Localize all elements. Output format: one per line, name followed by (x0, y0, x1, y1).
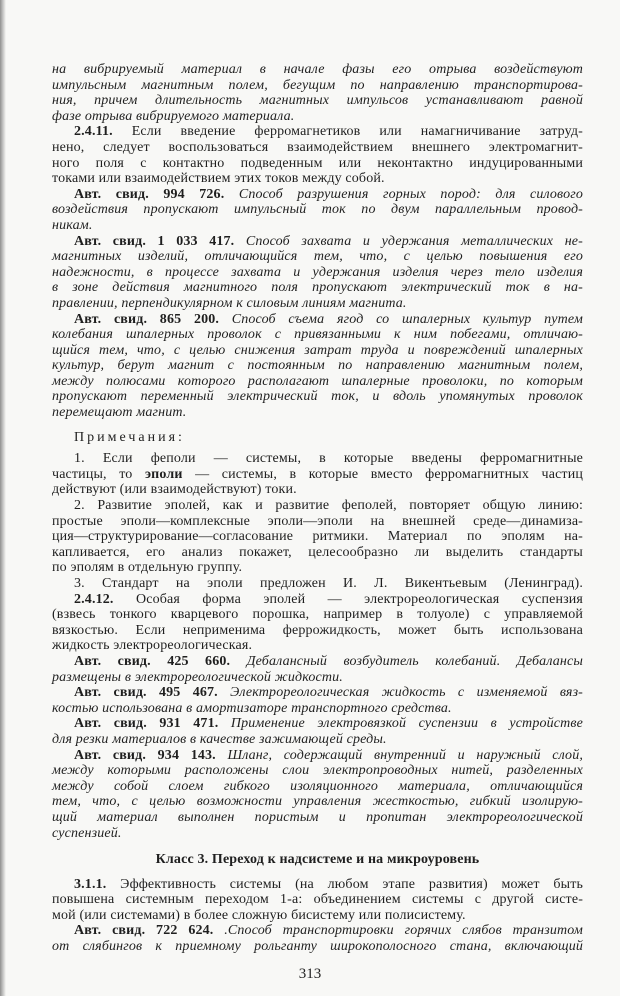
entry-number: 2.4.11. (74, 124, 113, 140)
text-line (52, 343, 583, 359)
text-line (52, 685, 583, 701)
text-line (52, 877, 583, 893)
text-line (52, 234, 583, 250)
paragraph (52, 62, 583, 124)
line-text: культур, берут магнит с постоянным по направлению магнитным полем, (52, 358, 583, 374)
line-text: магнитных изделий, отличающийся тем, что, с целью повышения его (52, 249, 583, 265)
text-line (52, 62, 583, 78)
line-text: ного поля с контактно подведенным или неконтактно индуцированными (52, 155, 583, 171)
text-line (52, 748, 583, 764)
line-text: мой (или системами) в более сложную бисистему или полисистему. (52, 907, 466, 923)
text-line (52, 482, 583, 498)
page-body (52, 62, 583, 955)
text-line (52, 249, 583, 265)
text-line (52, 701, 583, 717)
line-text: импульсным магнитным полем, бегущим по направлению транспортирова- (52, 77, 583, 93)
line-text: щий материал выполнен пористым и пропитан электрореологической (52, 809, 583, 825)
text-line (52, 296, 583, 312)
text-line (52, 763, 583, 779)
text-line (52, 514, 583, 530)
line-text: ция—структурирование—согласование ритмики. Материал по эполям на- (52, 529, 583, 545)
line-text: щийся тем, что, с целью снижения затрат труда и повреждений шпалерных (52, 342, 583, 358)
text-line (52, 779, 583, 795)
entry-paragraph (52, 685, 583, 716)
line-text: Дебалансный возбудитель колебаний. Дебалансы (246, 653, 583, 669)
text-line (52, 908, 583, 924)
line-text: Эффективность системы (на любом этапе развития) может быть (120, 876, 583, 892)
entry-number: Авт. свид. 425 660. (74, 653, 231, 669)
text-line (52, 374, 583, 390)
line-text: надежности, в процессе захвата и удержания изделия через тело изделия (52, 264, 583, 280)
paragraph (52, 576, 583, 592)
line-text: Способ съема ягод со шпалерных культур путем (231, 311, 583, 327)
page-number: 313 (298, 965, 322, 982)
term-bold: эполи (144, 466, 183, 482)
text-line (52, 529, 583, 545)
line-text: перемещают магнит. (52, 405, 187, 421)
text-line (52, 265, 583, 281)
entry-paragraph (52, 592, 583, 654)
entry-paragraph (52, 234, 583, 312)
line-text: 3. Стандарт на эполи предложен И. Л. Викентьевым (Ленинград). (74, 576, 583, 591)
line-text: .Способ транспортировки горячих слябов транзитом (224, 923, 583, 939)
line-text: капливается, его анализ покажет, целесообразно ли выделить стандарты (52, 544, 583, 560)
line-text: колебания шпалерных проволок с привязанными к ним побегами, отличаю- (52, 327, 583, 343)
text-line (52, 124, 583, 140)
text-line (52, 140, 583, 156)
line-text: вязкостью. Если неприменима феррожидкость, может быть использована (52, 622, 583, 638)
text-line (52, 592, 583, 608)
text-line (52, 498, 583, 514)
line-text: Способ разрушения горных пород: для силового (238, 186, 584, 202)
line-text: костью использована в амортизаторе транспортного средства. (52, 700, 452, 716)
line-text: простые эполи—комплексные эполи—эполи на внешней среде—динамиза- (52, 513, 583, 529)
line-text: для резки материалов в качестве зажимающей среды. (52, 731, 387, 747)
entry-paragraph (52, 716, 583, 747)
entry-number: Авт. свид. 994 726. (74, 186, 225, 202)
line-text: между собой слоем гибкого изоляционного материала, отличающийся (52, 778, 583, 794)
text-line (52, 156, 583, 172)
text-line (52, 670, 583, 686)
text-line (52, 327, 583, 343)
line-text: Применение электровязкой суспензии в устройстве (230, 716, 583, 732)
text-line (52, 78, 583, 94)
text-line (52, 280, 583, 296)
entry-number: 2.4.12. (74, 591, 114, 607)
entry-number: 3.1.1. (74, 876, 107, 892)
text-line (52, 607, 583, 623)
binding-shadow (0, 0, 6, 996)
line-text: жидкость электрореологическая. (52, 638, 253, 654)
text-line (52, 202, 583, 218)
line-text: размещены в электрореологической жидкости. (52, 669, 343, 685)
entry-paragraph (52, 312, 583, 421)
line-text: токами или взаимодействием этих токов между собой. (52, 171, 385, 187)
line-text: повышена системным переходом 1-а: объединением системы с другой систе- (52, 892, 583, 908)
line-text: действуют (или взаимодействуют) токи. (52, 482, 297, 498)
text-line (52, 716, 583, 732)
text-line (52, 109, 583, 125)
line-text: фазе отрыва вибрируемого материала. (52, 108, 295, 124)
line-text: 2. Развитие эполей, как и развитие феполей, повторяет общую линию: (74, 498, 583, 514)
entry-number: Авт. свид. 931 471. (74, 716, 219, 732)
text-line (52, 892, 583, 908)
entry-paragraph (52, 923, 583, 954)
text-line (52, 939, 583, 955)
text-line (52, 171, 583, 187)
line-text: — системы, в которые вместо ферромагнитных частиц (182, 466, 583, 482)
text-line (52, 826, 583, 842)
text-line (52, 623, 583, 639)
text-line (52, 93, 583, 109)
text-line (52, 560, 583, 576)
line-text: нено, следует воспользоваться взаимодействием внешнего электромагнит- (52, 139, 583, 155)
line-text: по эполям в отдельную группу. (52, 560, 243, 576)
line-text: тем, что, с целью возможности управления жесткостью, гибкий изолирую- (52, 794, 583, 810)
text-line (52, 732, 583, 748)
text-line (52, 654, 583, 670)
line-text: воздействия пропускают импульсный ток по двум параллельным провод- (52, 202, 583, 218)
line-text: на вибрируемый материал в начале фазы его отрыва воздействуют (52, 62, 583, 77)
entry-paragraph (52, 877, 583, 924)
line-text: ния, причем длительность магнитных импульсов устанавливают равной (52, 93, 583, 109)
line-text: между полюсами которого располагают шпалерные проволоки, по которым (52, 373, 583, 389)
line-text: 1. Если феполи — системы, в которые введены ферромагнитные (74, 451, 583, 467)
notes-heading: Примечания: (74, 429, 185, 445)
line-text: (взвесь тонкого кварцевого порошка, например в толуоле) с управляемой (52, 607, 583, 623)
line-text: Электрореологическая жидкость с изменяемой вяз- (230, 685, 583, 701)
line-text: Способ захвата и удержания металлических не- (245, 233, 583, 249)
entry-paragraph (52, 748, 583, 842)
line-text: правлении, перпендикулярном к силовым линиям магнита. (52, 295, 407, 311)
line-text: от слябингов к приемному рольганту широкополосного стана, включающий (52, 939, 583, 955)
text-line (52, 358, 583, 374)
entry-number: Авт. свид. 1 033 417. (74, 233, 235, 249)
paragraph (52, 498, 583, 576)
line-text: между которыми расположены слои электропроводных нитей, разделенных (52, 763, 583, 779)
text-line (52, 451, 583, 467)
line-text: Особая форма эполей — электрореологическая суспензия (135, 591, 584, 607)
entry-number: Авт. свид. 722 624. (74, 923, 214, 939)
entry-paragraph (52, 654, 583, 685)
entry-number: Авт. свид. 865 200. (74, 311, 220, 327)
entry-number: Авт. свид. 934 143. (74, 747, 216, 763)
text-line (52, 545, 583, 561)
line-text: пропускают переменный электрический ток, и вдоль упомянутых проволок (52, 389, 583, 405)
text-line (52, 187, 583, 203)
text-line (52, 312, 583, 328)
text-line (52, 923, 583, 939)
text-line (52, 810, 583, 826)
text-line (52, 576, 583, 592)
paragraph (52, 451, 583, 498)
line-text: Если введение ферромагнетиков или намагничивание затруд- (131, 124, 583, 140)
line-text: частицы, то (52, 466, 145, 482)
line-text: в зоне действия магнитного поля пропускают электрический ток в на- (52, 280, 583, 296)
text-line (52, 638, 583, 654)
entry-number: Авт. свид. 495 467. (74, 685, 218, 701)
text-line (52, 794, 583, 810)
line-text: суспензией. (52, 825, 122, 841)
entry-paragraph (52, 124, 583, 186)
text-line (52, 467, 583, 483)
line-text: Шланг, содержащий внутренний и наружный слой, (227, 747, 584, 763)
section-heading: Класс 3. Переход к надсистеме и на микроуровень (155, 852, 480, 868)
text-line (52, 218, 583, 234)
text-line (52, 405, 583, 421)
text-line (52, 389, 583, 405)
line-text: никам. (52, 217, 93, 233)
entry-paragraph (52, 187, 583, 234)
